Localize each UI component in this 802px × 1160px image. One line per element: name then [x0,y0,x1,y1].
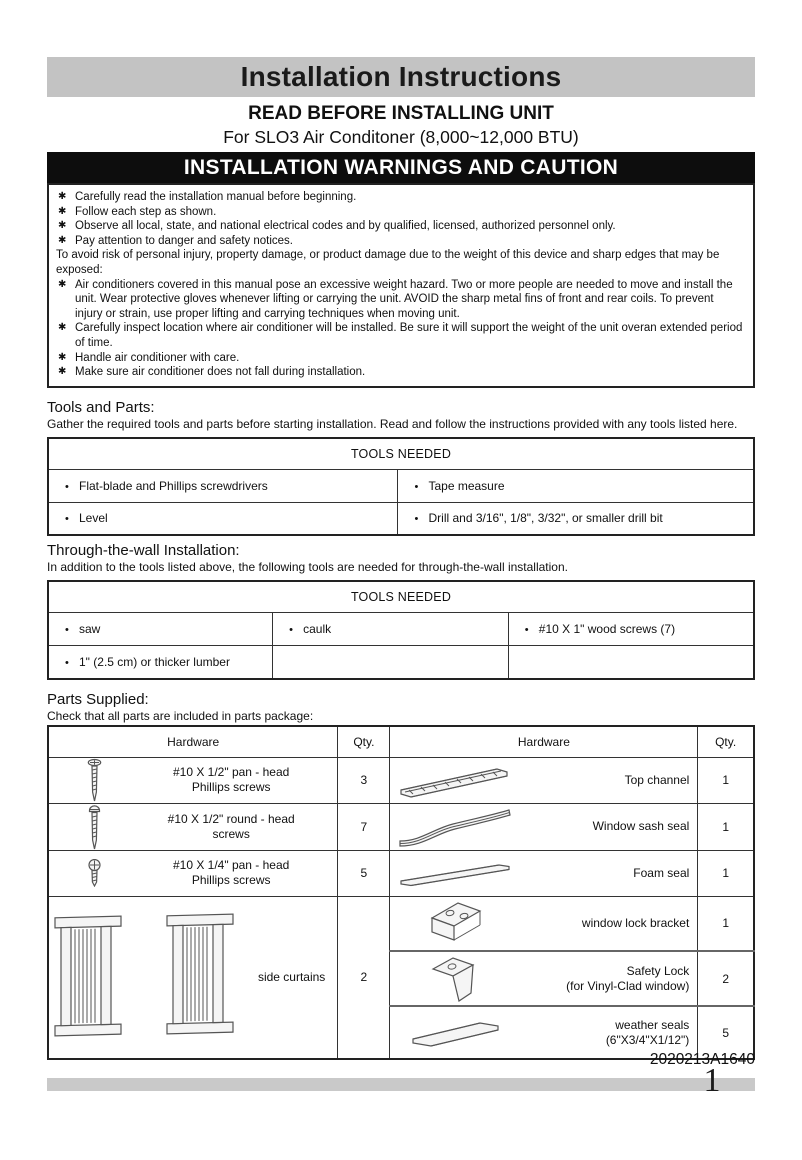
round-head-screw-icon [49,804,139,850]
bullet-icon: • [65,624,69,637]
foam-seal-image [390,857,520,889]
tools-needed-table-1 [47,437,755,537]
page-title: Installation Instructions [240,61,562,92]
asterisk-bullet-icon: ✱ [58,351,67,363]
part-label: #10 X 1/2" pan - head Phillips screws [172,765,290,795]
short-pan-head-screw-icon [49,859,139,887]
asterisk-bullet-icon: ✱ [58,278,67,290]
part-label: weather seals (6"X3/4"X1/12") [605,1017,690,1047]
tools-and-parts-heading: Tools and Parts: [47,398,155,416]
part-qty: 3 [338,757,390,803]
warning-item: ✱ Observe all local, state, and national electrical codes and by qualified, licensed, authorized personnel only. [58,220,616,233]
parts-supplied-table [47,725,755,1061]
warning-list-bottom [56,278,744,380]
part-qty: 2 [338,896,390,1059]
bullet-icon: • [524,624,529,637]
weather-seals-image [390,1016,520,1050]
bullet-icon: • [414,480,419,493]
footer-bar [47,1078,755,1091]
part-label: #10 X 1/4" pan - head Phillips screws [172,858,290,888]
table-row [48,757,754,803]
part-label: Top channel [624,772,690,787]
table-row [48,803,754,850]
warning-list-top [56,190,744,248]
warning-box [47,183,755,388]
part-label: Safety Lock (for Vinyl-Clad window) [566,963,690,993]
side-curtains-image [49,906,249,1048]
through-wall-intro: In addition to the tools listed above, the following tools are needed for through-the-wall installation. [47,560,568,575]
asterisk-bullet-icon: ✱ [58,220,67,232]
table-header-row [48,726,754,758]
tool-item: Drill and 3/16", 1/8", 3/32", or smaller drill bit [428,511,663,526]
read-before-heading: READ BEFORE INSTALLING UNIT [248,103,554,124]
part-label: #10 X 1/2" round - head screws [167,811,295,841]
bullet-icon: • [65,656,69,669]
tool-item: 1" (2.5 cm) or thicker lumber [79,654,230,669]
tool-item: caulk [303,622,332,637]
part-qty: 1 [698,850,754,896]
table-row [48,502,754,535]
pan-head-screw-icon [49,758,139,802]
qty-col-header: Qty. [338,726,390,758]
warning-item: ✱ Air conditioners covered in this manual pose an excessive weight hazard. Two or more people are needed to move and install the unit. Wear protective gloves whenever lifting or carrying the unit. AVOID the sharp metal fins of front and rear coils. To prevent injury or strain, use proper lifting and carrying techniques when moving unit. [58,278,733,320]
hardware-col-header: Hardware [390,726,698,758]
table-row [48,469,754,502]
parts-supplied-heading: Parts Supplied: [47,690,149,708]
qty-col-header: Qty. [698,726,754,758]
bullet-icon: • [65,513,69,526]
page-number: 1 [703,1062,721,1099]
warning-item: ✱ Handle air conditioner with care. [58,351,240,364]
warning-item: ✱ Follow each step as shown. [58,205,217,218]
tool-item: saw [79,622,101,637]
table-row [48,896,754,951]
tools-table-title: TOOLS NEEDED [48,581,754,613]
tool-item: Tape measure [428,478,505,493]
part-qty: 5 [698,1006,754,1059]
warning-interlude: To avoid risk of personal injury, property damage, or product damage due to the weight of this device and sharp edges that may be exposed: [56,249,720,276]
bullet-icon: • [289,624,293,637]
tools-table-title: TOOLS NEEDED [48,438,754,470]
asterisk-bullet-icon: ✱ [58,205,67,217]
through-wall-heading: Through-the-wall Installation: [47,542,240,560]
document-number: 2020213A1640 [649,1051,755,1068]
parts-supplied-intro: Check that all parts are included in parts package: [47,708,314,723]
warning-item: ✱ Carefully inspect location where air conditioner will be installed. Be sure it will support the weight of the unit overan extended period of time. [58,322,743,349]
part-label: side curtains [257,969,326,984]
safety-lock-image [390,953,520,1005]
part-qty: 2 [698,951,754,1006]
tool-item: Level [79,511,108,526]
warning-item: ✱ Carefully read the installation manual before beginning. [58,191,357,203]
part-label: Foam seal [633,865,690,880]
asterisk-bullet-icon: ✱ [58,366,67,378]
tools-needed-table-2 [47,580,755,680]
warning-banner: INSTALLATION WARNINGS AND CAUTION [47,152,755,183]
bullet-icon: • [414,513,419,526]
table-row [48,613,754,646]
table-row [48,850,754,896]
part-qty: 1 [698,803,754,850]
part-qty: 1 [698,896,754,951]
asterisk-bullet-icon: ✱ [58,191,67,202]
asterisk-bullet-icon: ✱ [58,234,67,246]
bullet-icon: • [65,480,69,493]
part-label: window lock bracket [581,915,690,930]
window-sash-seal-image [390,805,520,849]
top-channel-image [390,760,520,800]
tools-and-parts-intro: Gather the required tools and parts before starting installation. Read and follow the instructions provided with any tools listed here. [47,416,738,431]
window-lock-bracket-image [390,898,520,948]
part-qty: 5 [338,850,390,896]
tool-item: Flat-blade and Phillips screwdrivers [79,478,268,493]
part-qty: 7 [338,803,390,850]
asterisk-bullet-icon: ✱ [58,322,67,334]
tool-item: #10 X 1" wood screws (7) [538,622,676,637]
model-subtitle: For SLO3 Air Conditoner (8,000~12,000 BTU) [223,127,579,147]
warning-item: ✱ Pay attention to danger and safety notices. [58,234,294,247]
title-bar [47,57,755,97]
table-row [48,646,754,679]
warning-item: ✱ Make sure air conditioner does not fall during installation. [58,366,366,379]
hardware-col-header: Hardware [48,726,338,758]
part-qty: 1 [698,757,754,803]
part-label: Window sash seal [592,819,690,834]
